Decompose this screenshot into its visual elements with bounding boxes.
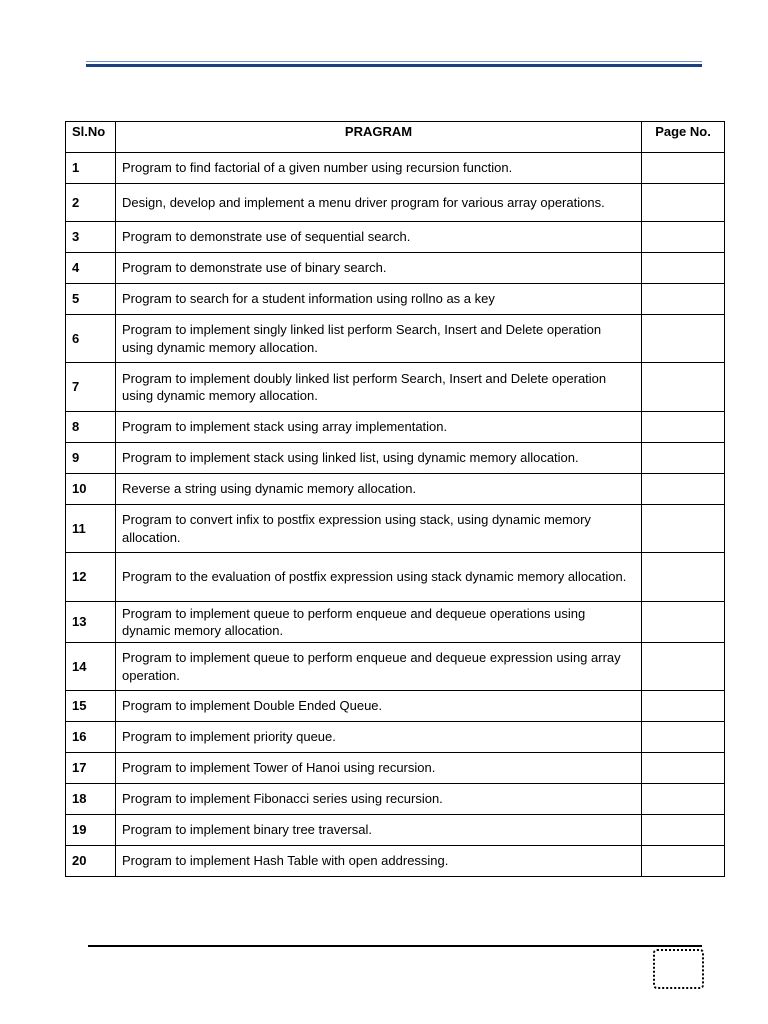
row-program-description: Program to implement binary tree traversal. <box>116 815 642 846</box>
row-page-number <box>642 222 725 253</box>
row-program-description: Program to implement stack using linked list, using dynamic memory allocation. <box>116 443 642 474</box>
row-number: 13 <box>66 602 116 643</box>
row-program-description: Reverse a string using dynamic memory allocation. <box>116 474 642 505</box>
row-page-number <box>642 284 725 315</box>
row-page-number <box>642 315 725 363</box>
row-program-description: Program to find factorial of a given number using recursion function. <box>116 153 642 184</box>
row-page-number <box>642 553 725 602</box>
row-program-description: Program to search for a student information using rollno as a key <box>116 284 642 315</box>
row-program-description: Program to implement queue to perform enqueue and dequeue operations using dynamic memory allocation. <box>116 602 642 643</box>
row-page-number <box>642 474 725 505</box>
row-program-description: Program to demonstrate use of binary search. <box>116 253 642 284</box>
row-program-description: Program to demonstrate use of sequential search. <box>116 222 642 253</box>
table-row <box>66 363 725 412</box>
row-page-number <box>642 602 725 643</box>
table-row <box>66 722 725 753</box>
row-program-description: Design, develop and implement a menu driver program for various array operations. <box>116 184 642 222</box>
table-row <box>66 643 725 691</box>
table-row <box>66 474 725 505</box>
program-index-table <box>65 121 725 877</box>
row-program-description: Program to implement stack using array implementation. <box>116 412 642 443</box>
row-number: 19 <box>66 815 116 846</box>
row-page-number <box>642 784 725 815</box>
row-page-number <box>642 505 725 553</box>
row-number: 8 <box>66 412 116 443</box>
row-number: 5 <box>66 284 116 315</box>
table-row <box>66 184 725 222</box>
row-number: 1 <box>66 153 116 184</box>
row-number: 10 <box>66 474 116 505</box>
table-row <box>66 846 725 877</box>
table-row <box>66 815 725 846</box>
row-program-description: Program to implement Hash Table with open addressing. <box>116 846 642 877</box>
row-number: 18 <box>66 784 116 815</box>
header-page-no: Page No. <box>642 122 725 153</box>
row-number: 2 <box>66 184 116 222</box>
row-program-description: Program to convert infix to postfix expression using stack, using dynamic memory allocation. <box>116 505 642 553</box>
row-number: 9 <box>66 443 116 474</box>
row-program-description: Program to implement queue to perform enqueue and dequeue expression using array operation. <box>116 643 642 691</box>
row-page-number <box>642 412 725 443</box>
table-row <box>66 153 725 184</box>
row-page-number <box>642 253 725 284</box>
table-header-row <box>66 122 725 153</box>
table-row <box>66 602 725 643</box>
row-number: 12 <box>66 553 116 602</box>
footer-rule <box>88 945 702 947</box>
row-page-number <box>642 815 725 846</box>
row-number: 14 <box>66 643 116 691</box>
row-page-number <box>642 691 725 722</box>
table-row <box>66 443 725 474</box>
row-page-number <box>642 184 725 222</box>
header-sl-no: Sl.No <box>66 122 116 153</box>
row-page-number <box>642 643 725 691</box>
table-row <box>66 222 725 253</box>
row-program-description: Program to the evaluation of postfix expression using stack dynamic memory allocation. <box>116 553 642 602</box>
row-number: 6 <box>66 315 116 363</box>
row-program-description: Program to implement Double Ended Queue. <box>116 691 642 722</box>
table-row <box>66 784 725 815</box>
row-number: 16 <box>66 722 116 753</box>
row-number: 3 <box>66 222 116 253</box>
row-program-description: Program to implement Tower of Hanoi using recursion. <box>116 753 642 784</box>
page-number-box <box>653 949 704 989</box>
header-rule-thin-line <box>86 61 702 62</box>
row-page-number <box>642 443 725 474</box>
table-row <box>66 412 725 443</box>
header-rule <box>86 61 702 68</box>
row-program-description: Program to implement doubly linked list perform Search, Insert and Delete operation using dynamic memory allocation. <box>116 363 642 412</box>
table-row <box>66 753 725 784</box>
row-program-description: Program to implement Fibonacci series using recursion. <box>116 784 642 815</box>
table-body <box>66 153 725 877</box>
row-number: 11 <box>66 505 116 553</box>
table-row <box>66 284 725 315</box>
table-row <box>66 253 725 284</box>
row-page-number <box>642 846 725 877</box>
table-row <box>66 691 725 722</box>
table-row <box>66 505 725 553</box>
row-page-number <box>642 753 725 784</box>
row-program-description: Program to implement singly linked list perform Search, Insert and Delete operation using dynamic memory allocation. <box>116 315 642 363</box>
row-page-number <box>642 363 725 412</box>
row-number: 7 <box>66 363 116 412</box>
row-number: 17 <box>66 753 116 784</box>
row-number: 4 <box>66 253 116 284</box>
row-page-number <box>642 153 725 184</box>
header-program: PRAGRAM <box>116 122 642 153</box>
row-page-number <box>642 722 725 753</box>
row-number: 20 <box>66 846 116 877</box>
header-rule-thick-line <box>86 64 702 67</box>
table-row <box>66 315 725 363</box>
row-number: 15 <box>66 691 116 722</box>
row-program-description: Program to implement priority queue. <box>116 722 642 753</box>
table-row <box>66 553 725 602</box>
